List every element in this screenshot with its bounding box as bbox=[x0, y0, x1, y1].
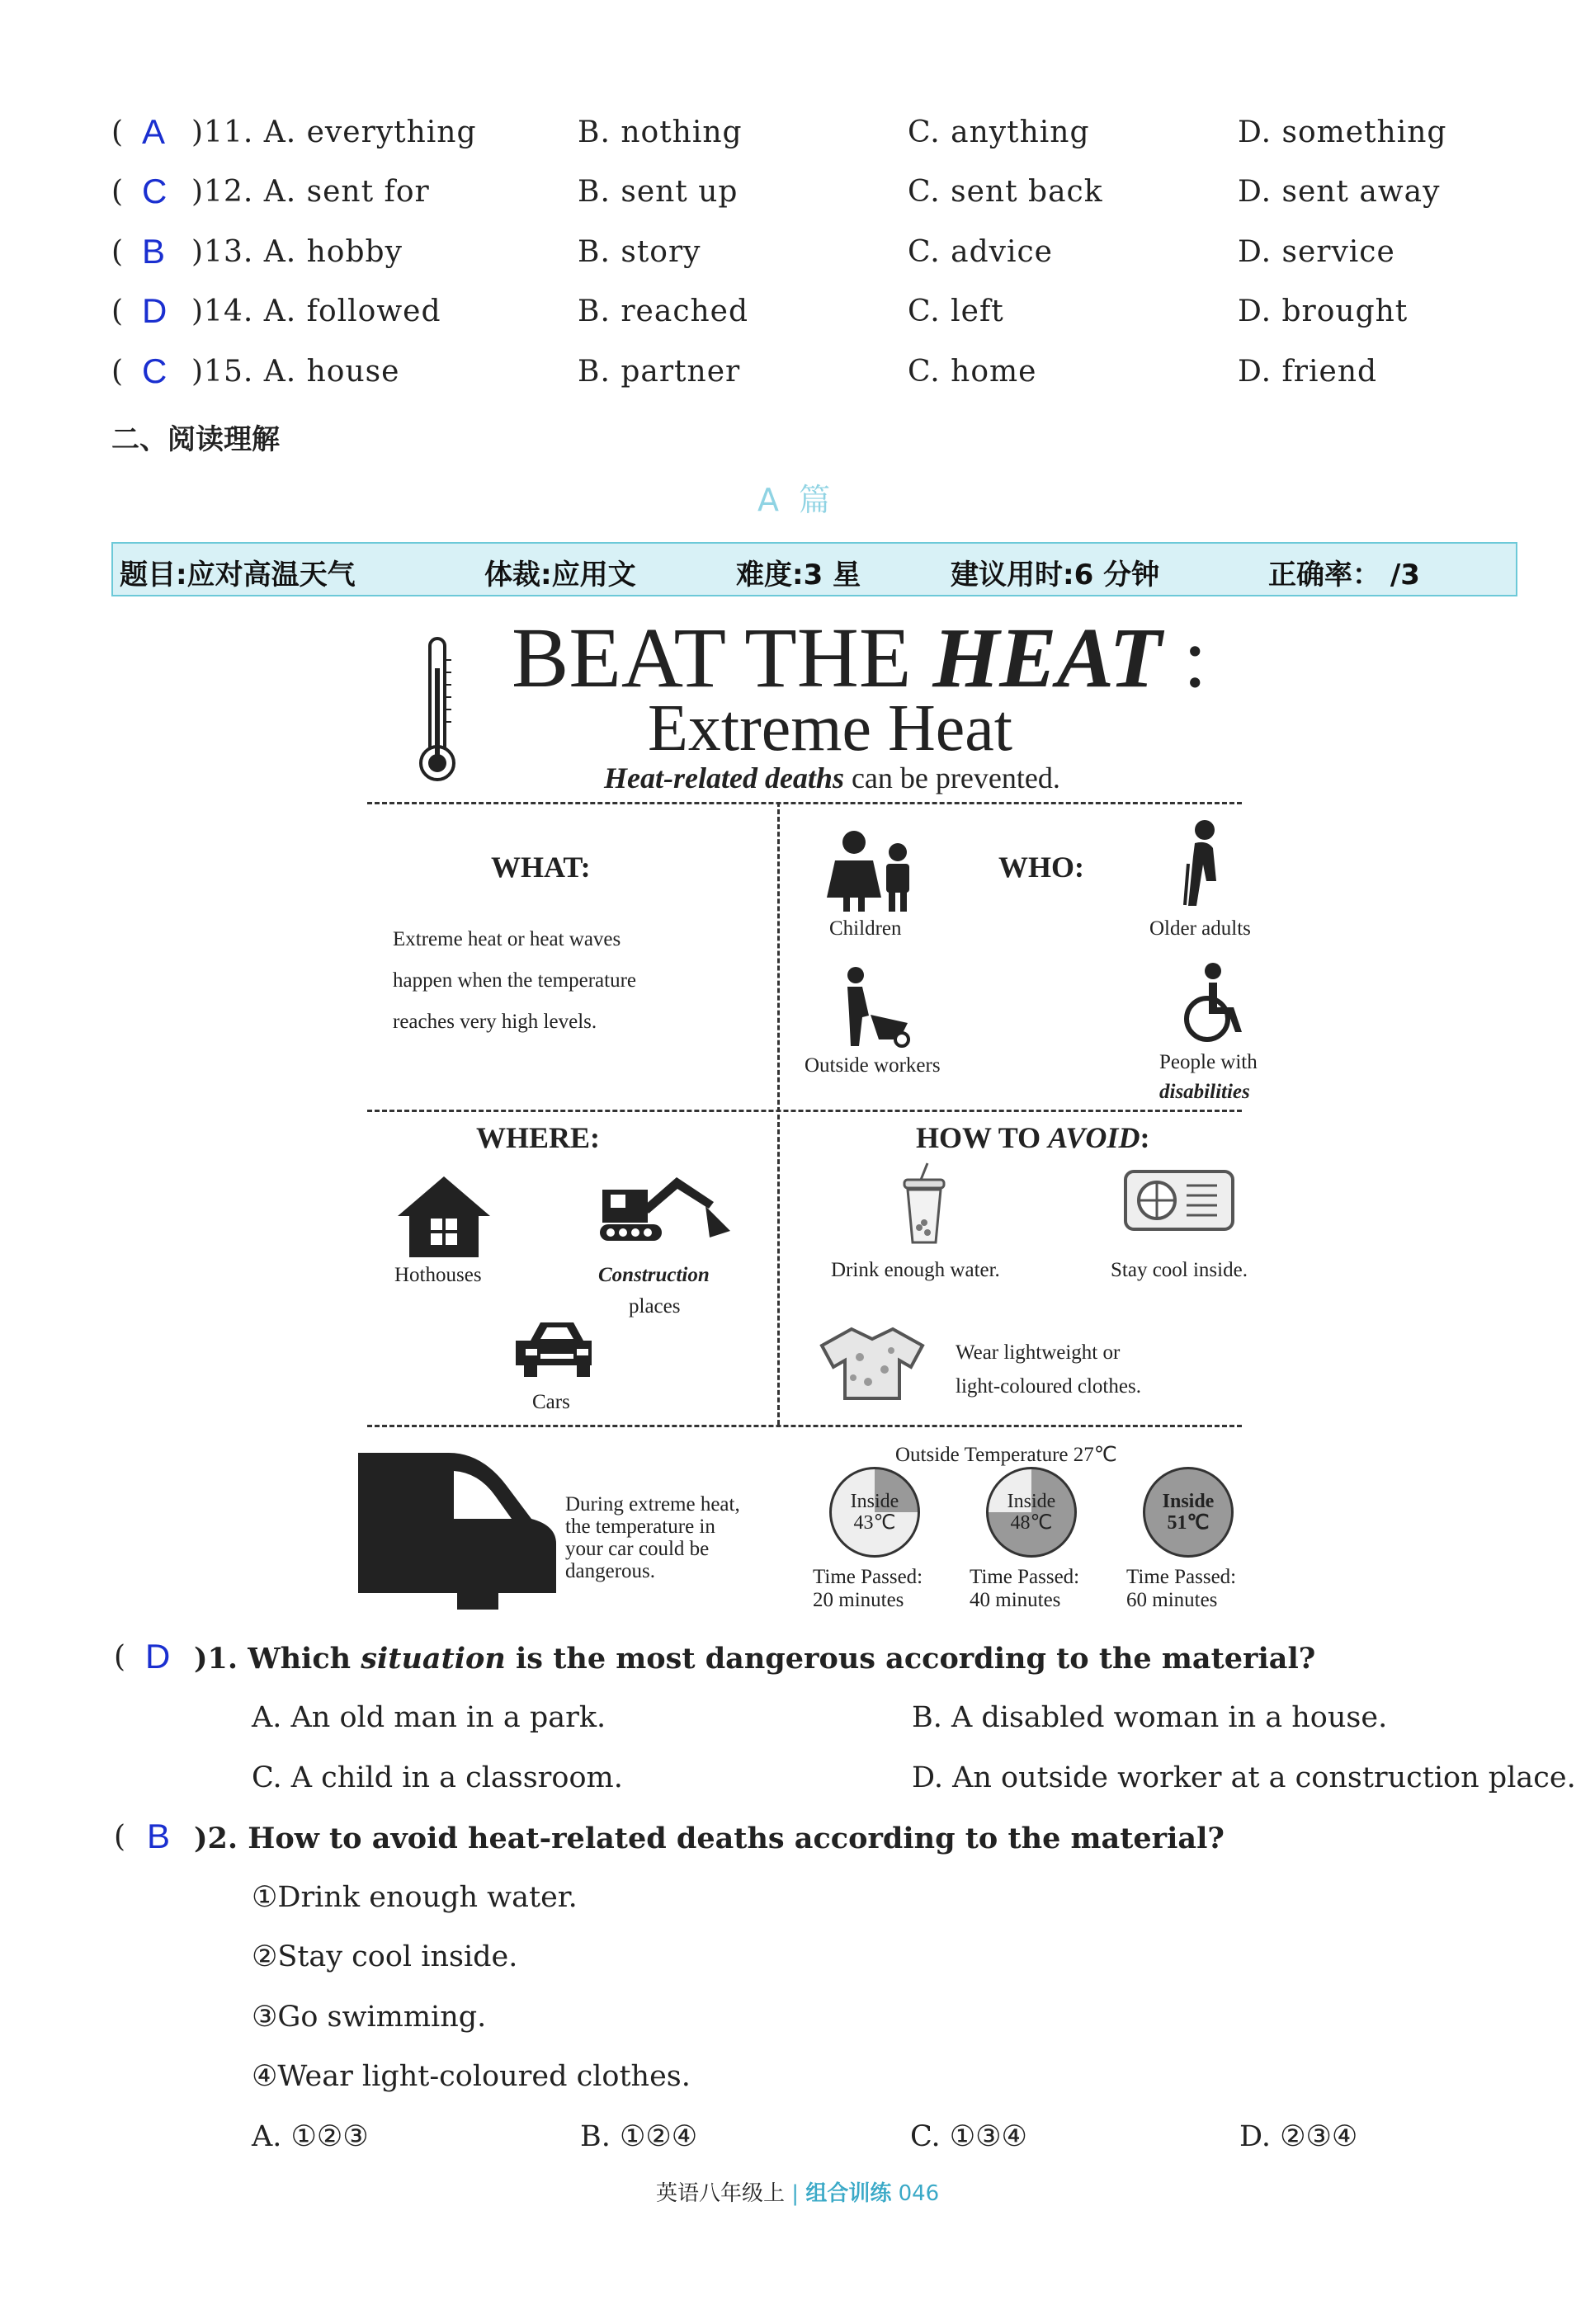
who-heading: WHO: bbox=[998, 851, 1084, 884]
drink-cup-icon bbox=[899, 1162, 949, 1248]
divider bbox=[367, 1425, 1242, 1427]
cloze-paren: ( bbox=[111, 295, 124, 328]
cloze-option-b: B. sent up bbox=[578, 175, 739, 209]
outside-temperature: Outside Temperature 27℃ bbox=[895, 1444, 1117, 1466]
avoid-heading-a: HOW TO bbox=[916, 1121, 1049, 1154]
time-passed-value: 20 minutes bbox=[813, 1589, 904, 1611]
children-label: Children bbox=[829, 917, 902, 940]
footer bbox=[656, 2176, 939, 2207]
children-icon bbox=[825, 827, 924, 914]
cars-label: Cars bbox=[532, 1391, 570, 1413]
cloze-option-d: D. service bbox=[1238, 235, 1395, 269]
cloze-answer: A bbox=[142, 112, 166, 151]
time-passed-label: Time Passed: bbox=[813, 1566, 923, 1588]
cloze-paren: ( bbox=[111, 355, 124, 389]
info-accuracy: 正确率： /3 bbox=[1268, 559, 1420, 592]
q1-paren: ( bbox=[114, 1640, 126, 1674]
air-conditioner-icon bbox=[1122, 1165, 1238, 1239]
temperature-circle bbox=[986, 1467, 1077, 1558]
car-text-1: During extreme heat, bbox=[565, 1493, 740, 1516]
circle-temperature: 51℃ bbox=[1167, 1512, 1210, 1534]
q1-option-a: A. An old man in a park. bbox=[252, 1701, 606, 1734]
poster-title-colon: : bbox=[1161, 610, 1207, 705]
cloze-paren: ( bbox=[111, 115, 124, 149]
q2-option-a: A. ①②③ bbox=[252, 2120, 369, 2153]
passage-label: A 篇 bbox=[757, 482, 836, 518]
cloze-option-a: )14. A. followed bbox=[191, 295, 441, 328]
info-topic: 题目:应对高温天气 bbox=[120, 559, 356, 592]
info-time: 建议用时:6 分钟 bbox=[951, 559, 1160, 592]
construction-label-1: Construction bbox=[598, 1264, 710, 1286]
outside-workers-label: Outside workers bbox=[805, 1054, 941, 1077]
tagline-bold: Heat-related deaths bbox=[604, 761, 844, 794]
older-adults-label: Older adults bbox=[1149, 917, 1251, 940]
cloze-option-d: D. sent away bbox=[1238, 175, 1441, 209]
circle-temperature: 48℃ bbox=[1010, 1512, 1053, 1534]
q1-stem-b: situation bbox=[361, 1642, 506, 1676]
cloze-answer: B bbox=[142, 232, 166, 271]
q2-statement-2: ②Stay cool inside. bbox=[252, 1940, 518, 1973]
excavator-icon bbox=[598, 1173, 739, 1252]
q2-option-d: D. ②③④ bbox=[1239, 2120, 1358, 2153]
shirt-icon bbox=[819, 1324, 926, 1402]
time-passed-value: 60 minutes bbox=[1126, 1589, 1218, 1611]
cloze-option-d: D. friend bbox=[1238, 355, 1378, 389]
wear-label-1: Wear lightweight or bbox=[956, 1341, 1121, 1364]
car-text-2: the temperature in bbox=[565, 1516, 715, 1538]
circle-label: Inside bbox=[850, 1491, 899, 1512]
section-title: 二、阅读理解 bbox=[111, 423, 280, 456]
q2-paren: ( bbox=[114, 1820, 126, 1854]
cloze-option-a: )13. A. hobby bbox=[191, 235, 403, 269]
disabilities-label-2: disabilities bbox=[1159, 1081, 1250, 1103]
cloze-option-d: D. something bbox=[1238, 115, 1447, 149]
car-text-3: your car could be bbox=[565, 1538, 710, 1560]
cloze-option-b: B. nothing bbox=[578, 115, 743, 149]
construction-label-2: places bbox=[629, 1295, 681, 1318]
q2-stem: )2. How to avoid heat-related deaths according to the material? bbox=[194, 1822, 1225, 1855]
tagline-rest: can be prevented. bbox=[843, 761, 1060, 794]
q1-option-b: B. A disabled woman in a house. bbox=[912, 1701, 1388, 1734]
q2-option-c: C. ①③④ bbox=[910, 2120, 1027, 2153]
time-passed-value: 40 minutes bbox=[970, 1589, 1061, 1611]
cloze-option-b: B. partner bbox=[578, 355, 741, 389]
footer-subject: 英语八年级上 bbox=[656, 2181, 786, 2206]
q2-answer: B bbox=[147, 1817, 171, 1855]
avoid-heading-b: AVOID bbox=[1048, 1121, 1140, 1154]
q1-option-c: C. A child in a classroom. bbox=[252, 1761, 623, 1794]
cloze-answer: D bbox=[142, 291, 168, 330]
outside-worker-icon bbox=[838, 965, 920, 1048]
circle-label: Inside bbox=[1007, 1491, 1056, 1512]
q2-statement-4: ④Wear light-coloured clothes. bbox=[252, 2060, 691, 2093]
footer-section: 组合训练 bbox=[805, 2181, 892, 2206]
where-heading: WHERE: bbox=[476, 1121, 601, 1154]
q1-stem bbox=[194, 1642, 1315, 1676]
cloze-option-a: )15. A. house bbox=[191, 355, 400, 389]
car-silhouette-icon bbox=[355, 1448, 561, 1613]
poster-tagline bbox=[604, 761, 1060, 795]
car-text-4: dangerous. bbox=[565, 1560, 655, 1582]
footer-sep: | bbox=[791, 2181, 800, 2206]
cloze-option-c: C. sent back bbox=[908, 175, 1103, 209]
cloze-option-c: C. advice bbox=[908, 235, 1053, 269]
cloze-answer: C bbox=[142, 172, 168, 210]
q2-option-b: B. ①②④ bbox=[580, 2120, 698, 2153]
cloze-option-c: C. home bbox=[908, 355, 1037, 389]
avoid-heading bbox=[916, 1120, 1149, 1155]
info-genre: 体裁:应用文 bbox=[484, 559, 636, 592]
circle-label: Inside bbox=[1162, 1491, 1215, 1512]
circle-temperature: 43℃ bbox=[853, 1512, 896, 1534]
q1-stem-c: is the most dangerous according to the material? bbox=[505, 1642, 1316, 1676]
poster-subtitle: Extreme Heat bbox=[648, 692, 1012, 765]
temperature-circle bbox=[1143, 1467, 1234, 1558]
cloze-option-b: B. reached bbox=[578, 295, 749, 328]
disabilities-label-1: People with bbox=[1159, 1051, 1258, 1073]
q1-option-d: D. An outside worker at a construction place. bbox=[912, 1761, 1576, 1794]
drink-label: Drink enough water. bbox=[831, 1259, 1000, 1281]
cloze-answer: C bbox=[142, 351, 168, 390]
cloze-paren: ( bbox=[111, 235, 124, 269]
temperature-circle bbox=[829, 1467, 920, 1558]
cloze-option-a: )12. A. sent for bbox=[191, 175, 430, 209]
what-heading: WHAT: bbox=[491, 851, 591, 884]
hothouses-label: Hothouses bbox=[394, 1264, 482, 1286]
footer-page: 046 bbox=[898, 2181, 940, 2206]
time-passed-label: Time Passed: bbox=[970, 1566, 1080, 1588]
cloze-option-a: )11. A. everything bbox=[191, 115, 477, 149]
what-line-2: happen when the temperature bbox=[393, 969, 637, 992]
poster-title-a: BEAT THE bbox=[512, 610, 933, 705]
cloze-option-c: C. left bbox=[908, 295, 1004, 328]
what-line-3: reaches very high levels. bbox=[393, 1011, 597, 1033]
car-icon bbox=[516, 1316, 598, 1382]
q1-stem-a: )1. Which bbox=[194, 1642, 361, 1676]
cloze-option-d: D. brought bbox=[1238, 295, 1409, 328]
cloze-option-c: C. anything bbox=[908, 115, 1090, 149]
what-line-1: Extreme heat or heat waves bbox=[393, 928, 621, 950]
older-adult-icon bbox=[1180, 818, 1238, 909]
q2-statement-1: ①Drink enough water. bbox=[252, 1881, 578, 1914]
thermometer-icon bbox=[417, 635, 458, 784]
poster-title-heat: HEAT bbox=[932, 610, 1162, 705]
divider bbox=[367, 1110, 1242, 1112]
avoid-heading-c: : bbox=[1140, 1121, 1150, 1154]
cloze-option-b: B. story bbox=[578, 235, 701, 269]
divider bbox=[367, 802, 1242, 804]
info-bar bbox=[111, 542, 1517, 596]
cloze-paren: ( bbox=[111, 175, 124, 209]
q1-answer: D bbox=[145, 1637, 171, 1676]
info-difficulty: 难度:3 星 bbox=[736, 559, 861, 592]
time-passed-label: Time Passed: bbox=[1126, 1566, 1237, 1588]
divider bbox=[777, 802, 780, 1425]
wheelchair-icon bbox=[1176, 961, 1250, 1044]
cool-label: Stay cool inside. bbox=[1111, 1259, 1248, 1281]
q2-statement-3: ③Go swimming. bbox=[252, 2001, 487, 2034]
wear-label-2: light-coloured clothes. bbox=[956, 1375, 1141, 1398]
house-icon bbox=[394, 1173, 493, 1260]
